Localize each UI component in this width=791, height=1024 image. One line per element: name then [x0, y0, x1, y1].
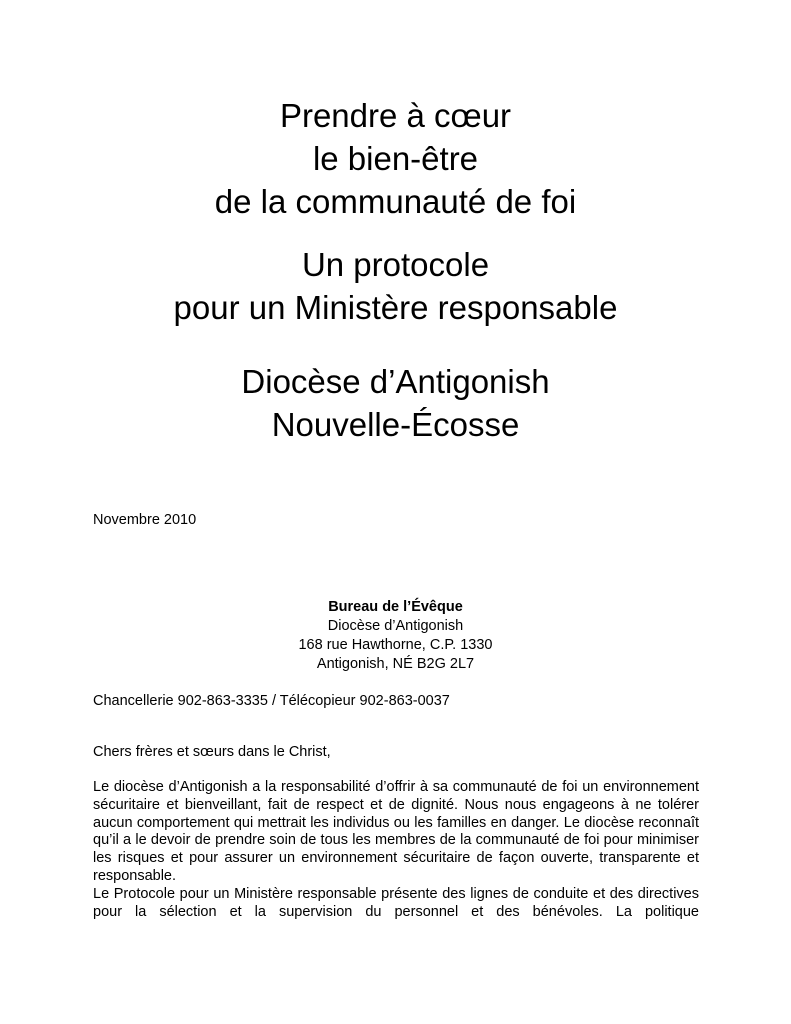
- office-diocese: Diocèse d’Antigonish: [327, 618, 464, 634]
- diocese-line-2: Nouvelle-Écosse: [271, 406, 520, 443]
- office-street: 168 rue Hawthorne, C.P. 1330: [298, 637, 493, 653]
- subtitle-line-2: pour un Ministère responsable: [173, 289, 618, 326]
- diocese-heading: [0, 360, 791, 446]
- document-date: Novembre 2010: [93, 512, 197, 528]
- subtitle-line-1: Un protocole: [301, 246, 490, 283]
- diocese-line-1: Diocèse d’Antigonish: [241, 363, 550, 400]
- body-paragraph-2: Le Protocole pour un Ministère responsable présente des lignes de conduite et des directives pour la sélection et la supervision du personnel et des bénévoles. La politique: [93, 885, 699, 920]
- office-address: [0, 598, 791, 674]
- body-paragraph-1: Le diocèse d’Antigonish a la responsabilité d’offrir à sa communauté de foi un environnement sécuritaire et bienveillant, fait de respect et de dignité. Nous nous engageons à ne tolérer aucun comportement qui mettrait les individus ou les familles en danger. Le diocèse reconnaît qu’il a le devoir de prendre soin de tous les membres de la communauté de foi pour minimiser les risques et pour assurer un environnement sécuritaire de façon ouverte, transparente et responsable.: [93, 779, 699, 884]
- title-line-2: le bien-être: [312, 140, 479, 177]
- body-text: [93, 779, 699, 921]
- office-name: Bureau de l’Évêque: [328, 599, 463, 615]
- document-subtitle: [0, 243, 791, 329]
- title-line-1: Prendre à cœur: [279, 97, 512, 134]
- contact-numbers: Chancellerie 902-863-3335 / Télécopieur 902-863-0037: [93, 693, 450, 709]
- title-line-3: de la communauté de foi: [214, 183, 577, 220]
- office-city: Antigonish, NÉ B2G 2L7: [316, 656, 475, 672]
- salutation: Chers frères et sœurs dans le Christ,: [93, 744, 331, 760]
- document-title: [0, 94, 791, 223]
